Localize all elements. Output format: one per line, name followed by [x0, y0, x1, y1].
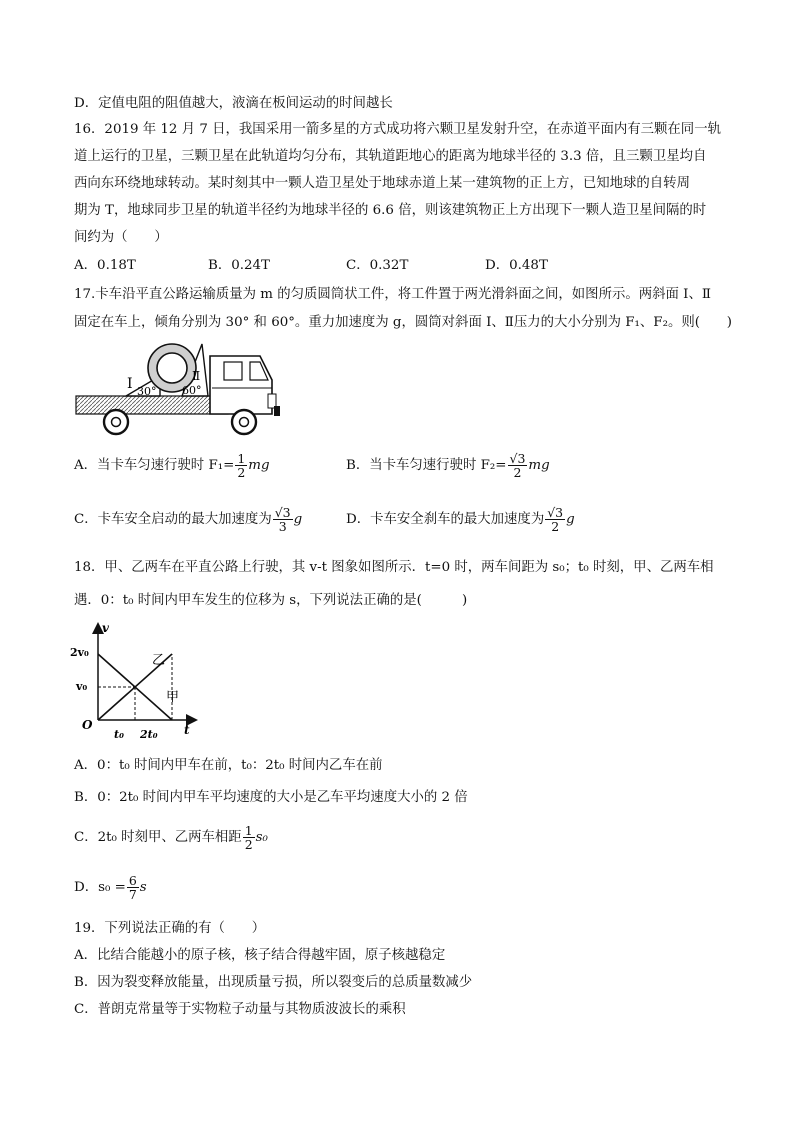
incline-2-label: Ⅱ	[192, 369, 201, 383]
truck-figure	[72, 336, 282, 438]
x-tick-t0: t₀	[114, 728, 124, 741]
q16-option-d: D．0.48T	[485, 258, 548, 273]
q19-option-c: C．普朗克常量等于实物粒子动量与其物质波波长的乘积	[74, 1002, 406, 1017]
q18-option-d: D．s₀ = $\frac{6}{7}$ s	[74, 873, 147, 902]
series-label-yi: 乙	[152, 653, 166, 668]
x-tick-2t0: 2t₀	[140, 728, 158, 741]
q16-line-3: 西向东环绕地球转动。某时刻其中一颗人造卫星处于地球赤道上某一建筑物的正上方，已知地球的自转周	[74, 176, 690, 191]
y-tick-v0: v₀	[76, 680, 88, 693]
angle-60-label: 60°	[182, 384, 202, 397]
incline-1-label: Ⅰ	[127, 376, 133, 392]
q15-option-d: D．定值电阻的阻值越大，液滴在板间运动的时间越长	[74, 96, 393, 111]
y-axis-label: v	[102, 621, 109, 635]
q17-option-b: B．当卡车匀速行驶时 F₂= $\frac{√3}{2}$ mg	[346, 451, 550, 480]
q17-option-c: C．卡车安全启动的最大加速度为 $\frac{√3}{3}$ g	[74, 505, 303, 534]
q18-option-a: A．0：t₀ 时间内甲车在前，t₀：2t₀ 时间内乙车在前	[74, 758, 383, 773]
q19-option-a: A．比结合能越小的原子核，核子结合得越牢固，原子核越稳定	[74, 948, 446, 963]
q17-line-1: 17.卡车沿平直公路运输质量为 m 的匀质圆筒状工件，将工件置于两光滑斜面之间，如图所示。两斜面 Ⅰ、Ⅱ	[74, 287, 711, 302]
q17-option-d: D．卡车安全刹车的最大加速度为 $\frac{√3}{2}$ g	[346, 505, 575, 534]
truck-bed	[76, 396, 228, 414]
q18-line-1: 18．甲、乙两车在平直公路上行驶，其 v-t 图象如图所示．t=0 时，两车间距为 s₀；t₀ 时刻，甲、乙两车相	[74, 560, 714, 575]
series-label-jia: 甲	[166, 690, 180, 705]
cab-window	[224, 362, 242, 380]
q16-option-c: C．0.32T	[346, 258, 409, 273]
vt-chart	[70, 618, 200, 746]
q19-option-b: B．因为裂变释放能量，出现质量亏损，所以裂变后的总质量数减少	[74, 975, 473, 990]
cylinder-inner	[157, 353, 187, 383]
y-tick-2v0: 2v₀	[70, 646, 89, 659]
q16-line-5: 间约为（ ）	[74, 230, 168, 245]
x-axis-label: t	[184, 723, 190, 737]
q17-option-a: A．当卡车匀速行驶时 F₁= $\frac{1}{2}$ mg	[74, 451, 270, 480]
q18-line-2: 遇．0：t₀ 时间内甲车发生的位移为 s，下列说法正确的是( )	[74, 593, 468, 608]
q16-option-b: B．0.24T	[208, 258, 270, 273]
q16-option-a: A．0.18T	[74, 258, 136, 273]
q16-line-4: 期为 T，地球同步卫星的轨道半径约为地球半径的 6.6 倍，则该建筑物正上方出现下一颗人造卫星间隔的时	[74, 203, 707, 218]
origin-label: O	[82, 718, 93, 732]
q17-line-2: 固定在车上，倾角分别为 30° 和 60°。重力加速度为 g，圆筒对斜面 Ⅰ、Ⅱ压力的大小分别为 F₁、F₂。则( )	[74, 315, 732, 330]
q16-line-1: 16．2019 年 12 月 7 日，我国采用一箭多星的方式成功将六颗卫星发射升空，在赤道平面内有三颗在同一轨	[74, 122, 721, 137]
q19-stem: 19．下列说法正确的有（ ）	[74, 921, 266, 936]
q16-line-2: 道上运行的卫星，三颗卫星在此轨道均匀分布，其轨道距地心的距离为地球半径的 3.3 倍，且三颗卫星均自	[74, 149, 707, 164]
q18-option-b: B．0：2t₀ 时间内甲车平均速度的大小是乙车平均速度大小的 2 倍	[74, 790, 468, 805]
angle-30-label: 30°	[137, 385, 157, 398]
q18-option-c: C．2t₀ 时刻甲、乙两车相距 $\frac{1}{2}$ s₀	[74, 823, 268, 852]
